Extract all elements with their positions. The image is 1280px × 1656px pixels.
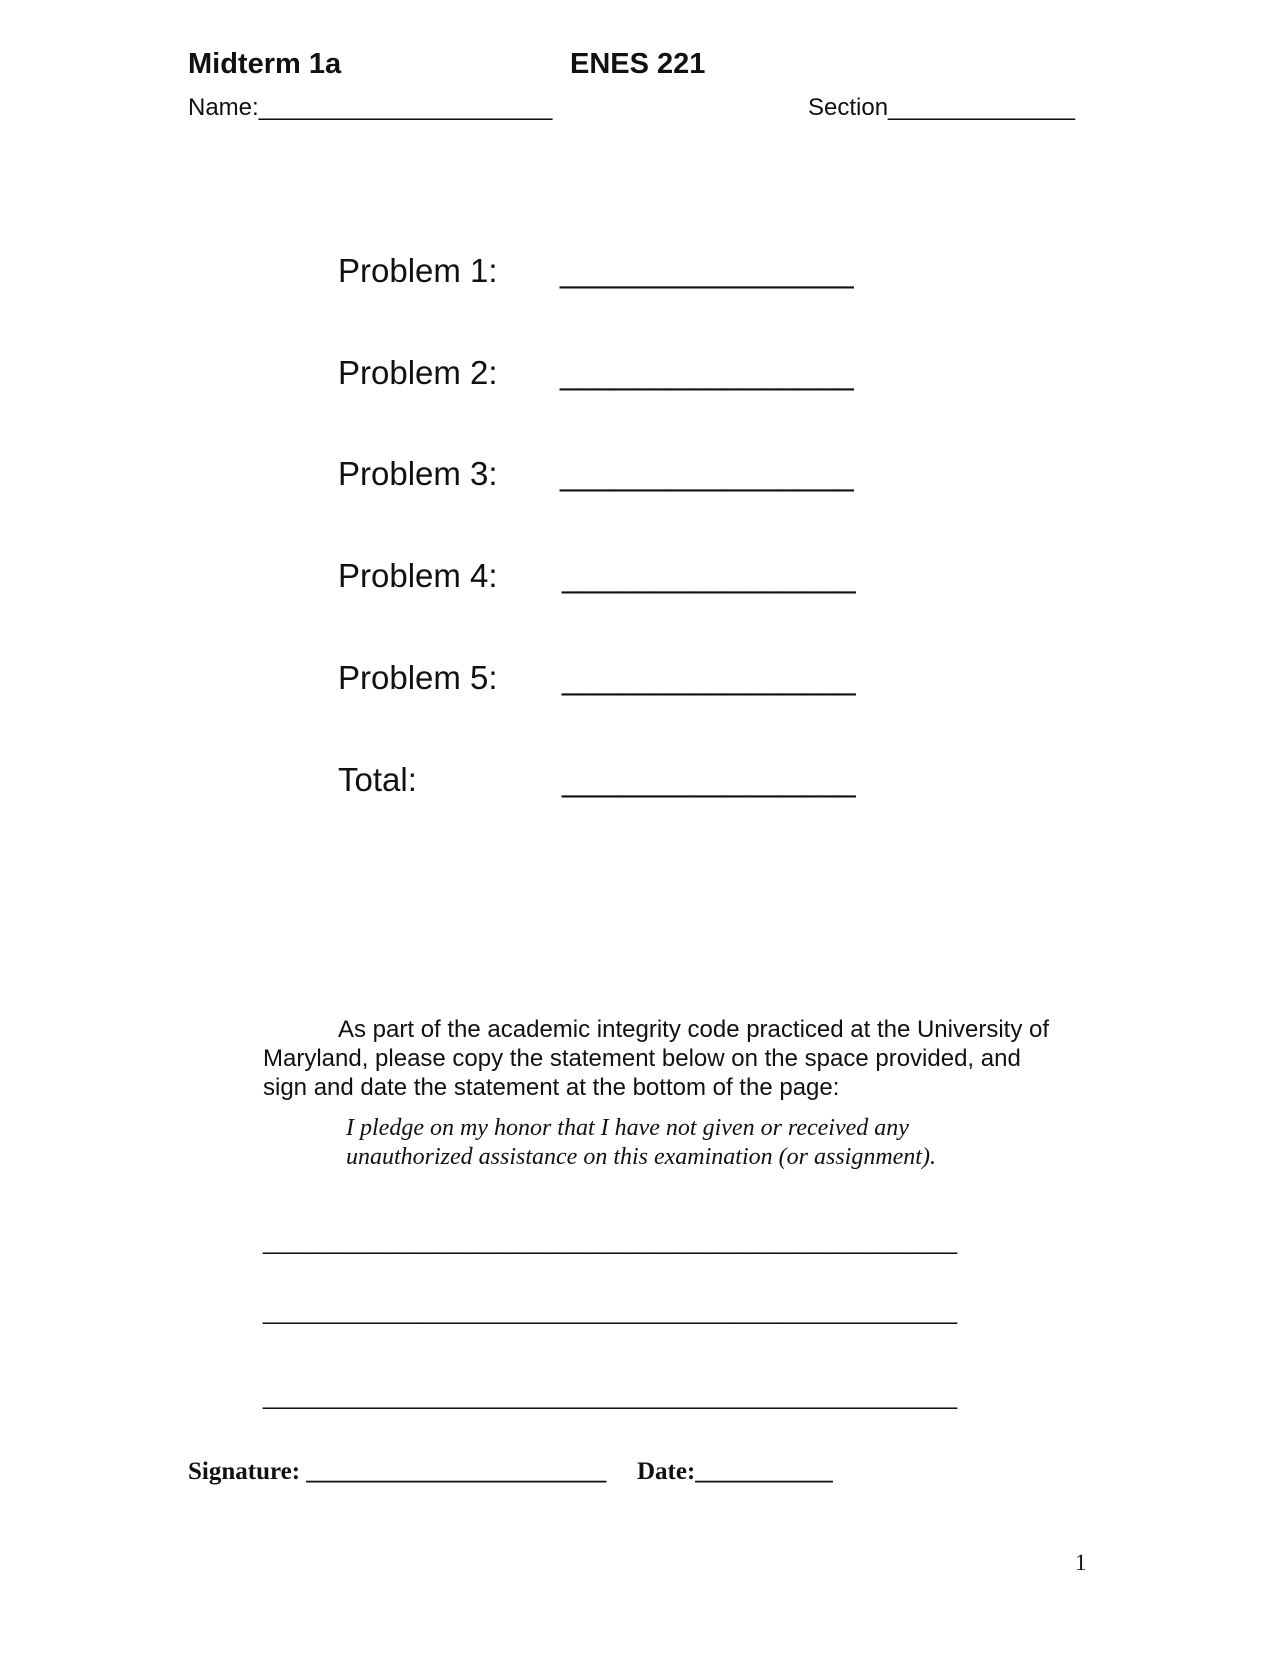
exam-title: Midterm 1a — [188, 48, 342, 80]
integrity-text-line-1: As part of the academic integrity code practiced at the University of — [338, 1016, 1050, 1043]
pledge-copy-line-3[interactable]: ____________________________________________________ — [263, 1383, 958, 1410]
problem-1-score-blank[interactable]: ________________ — [560, 252, 854, 289]
problem-3-score-blank[interactable]: ________________ — [560, 455, 854, 492]
problem-4-label: Problem 4: — [338, 557, 498, 594]
pledge-copy-line-2[interactable]: ____________________________________________________ — [263, 1298, 958, 1325]
total-score-blank[interactable]: ________________ — [562, 761, 856, 798]
page-number: 1 — [1075, 1550, 1087, 1575]
total-label: Total: — [338, 761, 417, 798]
course-code: ENES 221 — [570, 48, 706, 80]
problem-2-score-blank[interactable]: ________________ — [560, 354, 854, 391]
date-field[interactable]: Date:___________ — [637, 1458, 833, 1485]
pledge-copy-line-1[interactable]: ____________________________________________________ — [263, 1228, 958, 1255]
signature-field[interactable]: Signature: ________________________ — [188, 1458, 607, 1485]
problem-3-label: Problem 3: — [338, 455, 498, 492]
pledge-line-1: I pledge on my honor that I have not given or received any — [346, 1115, 909, 1141]
problem-2-label: Problem 2: — [338, 354, 498, 391]
problem-5-score-blank[interactable]: ________________ — [562, 659, 856, 696]
problem-4-score-blank[interactable]: ________________ — [562, 557, 856, 594]
section-field[interactable]: Section______________ — [808, 94, 1075, 121]
problem-5-label: Problem 5: — [338, 659, 498, 696]
name-field[interactable]: Name:______________________ — [188, 94, 553, 121]
problem-1-label: Problem 1: — [338, 252, 498, 289]
integrity-text-line-3: sign and date the statement at the bottom of the page: — [263, 1074, 840, 1101]
pledge-line-2: unauthorized assistance on this examination (or assignment). — [346, 1144, 936, 1170]
integrity-text-line-2: Maryland, please copy the statement below on the space provided, and — [263, 1045, 1021, 1072]
